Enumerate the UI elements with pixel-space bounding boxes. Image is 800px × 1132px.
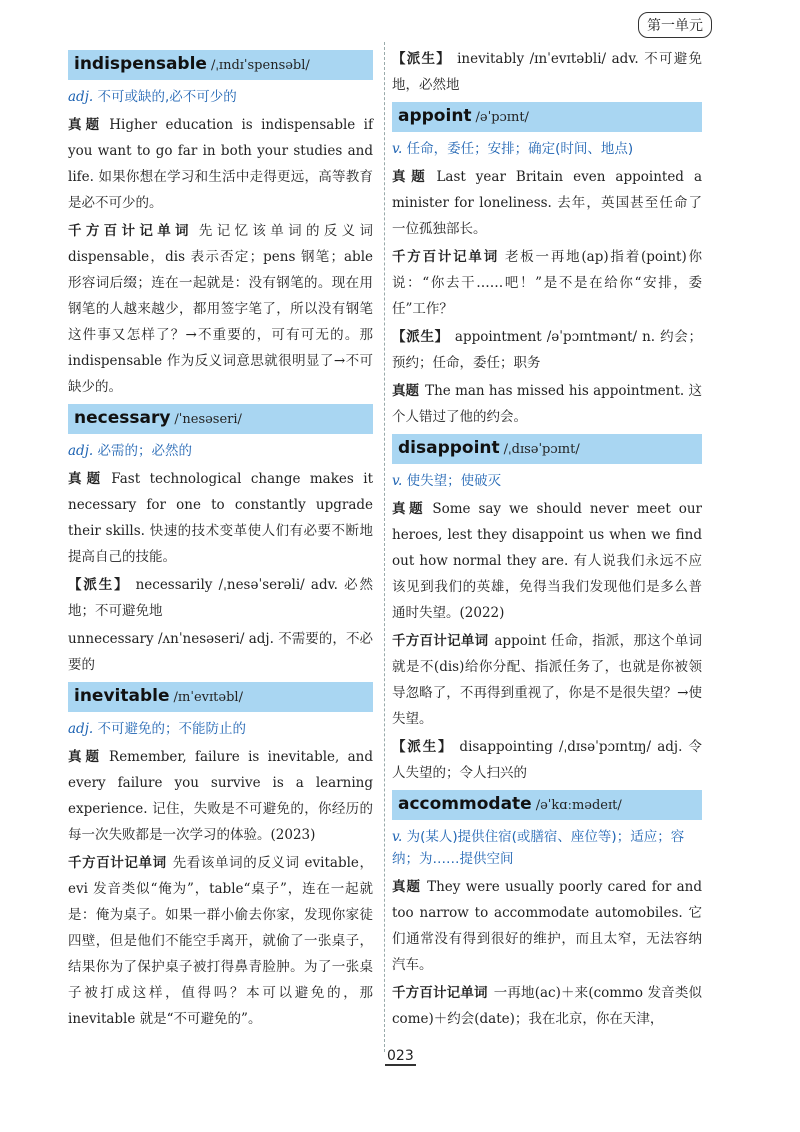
definition-line [68, 86, 373, 108]
entry-paragraph [392, 628, 702, 732]
headword-bar [68, 682, 373, 712]
definition: 必需的；必然的 [97, 443, 192, 459]
entry-paragraph [68, 850, 373, 1032]
paragraph-label: 千方百计记单词 [68, 223, 193, 239]
entry-paragraph [392, 324, 702, 376]
left-column [68, 46, 373, 1034]
part-of-speech: adj. [68, 721, 94, 737]
definition-line [68, 718, 373, 740]
paragraph-label: 真题 [68, 749, 104, 765]
entry-paragraph [392, 874, 702, 978]
definition-line [392, 138, 702, 160]
paragraph-text: They were usually poorly cared for and too narrow to accommodate automobiles. 它们通常没有得到很好的维护，而且太窄，无法容纳汽车。 [392, 879, 702, 973]
definition: 不可避免的；不能防止的 [97, 721, 246, 737]
paragraph-text: 老板一再地(ap)指着(point)你说：“你去干……吧！”是不是在给你“安排，委任”工作？ [392, 249, 702, 317]
paragraph-text: 一再地(ac)＋来(commo 发音类似 come)＋约会(date)；我在北京，你在天津， [392, 985, 702, 1027]
entry-paragraph [68, 572, 373, 624]
headword-bar [392, 790, 702, 820]
paragraph-text: appointment /əˈpɔɪntmənt/ n. 约会；预约；任命，委任；职务 [392, 329, 703, 371]
definition: 使失望；使破灭 [406, 473, 502, 489]
paragraph-label: 真题 [392, 383, 420, 399]
right-column [392, 46, 702, 1034]
entry-paragraph [392, 980, 702, 1032]
part-of-speech: v. [392, 141, 403, 157]
entry-paragraph [392, 244, 702, 322]
paragraph-label: 真题 [392, 501, 427, 517]
column-divider [384, 42, 386, 1052]
paragraph-label: 真题 [68, 117, 104, 133]
headword-bar [392, 434, 702, 464]
paragraph-text: Some say we should never meet our heroes, lest they disappoint us when we find out how normal they are. 有人说我们永远不应该见到我们的英雄，免得当我们发现他们是多么普通时失望。(2022) [392, 501, 703, 621]
phonetic: /əˈkɑːmədeɪt/ [535, 798, 622, 813]
part-of-speech: v. [392, 829, 403, 845]
paragraph-label: 真题 [392, 879, 422, 895]
paragraph-label: 【派生】 [392, 51, 452, 67]
headword: appoint [398, 106, 472, 126]
phonetic: /ˌɪndɪˈspensəbl/ [210, 58, 310, 73]
paragraph-label: 千方百计记单词 [392, 985, 488, 1001]
entry-paragraph [392, 496, 702, 626]
word-entry [68, 682, 373, 1032]
unit-tab: 第一单元 [638, 12, 712, 38]
phonetic: /əˈpɔɪnt/ [475, 110, 529, 125]
headword: inevitable [74, 686, 170, 706]
entry-paragraph [68, 744, 373, 848]
phonetic: /ɪnˈevɪtəbl/ [173, 690, 243, 705]
paragraph-text: 先记忆该单词的反义词 dispensable，dis 表示否定；pens 钢笔；able 形容词后缀；连在一起就是：没有钢笔的。现在用钢笔的人越来越少，都用签字笔了，所以没有钢笔这件事又怎样了？→不重要的，可有可无的。那 indispensable 作为反义词意思就很明显了→不可缺少的。 [68, 223, 373, 395]
definition-line [392, 470, 702, 492]
entry-paragraph [68, 626, 373, 678]
paragraph-text: disappointing /ˌdɪsəˈpɔɪntɪŋ/ adj. 令人失望的；令人扫兴的 [392, 739, 703, 781]
paragraph-label: 千方百计记单词 [392, 249, 499, 265]
paragraph-text: 先看该单词的反义词 evitable，evi 发音类似“俺为”，table“桌子”，连在一起就是：俺为桌子。如果一群小偷去你家，发现你家徒四壁，但是他们不能空手离开，就偷了一张桌子，结果你为了保护桌子被打得鼻青脸肿。为了一张桌子被打成这样，值得吗？本可以避免的，那 inevitable 就是“不可避免的”。 [68, 855, 373, 1027]
paragraph-text: appoint 任命，指派，那这个单词就是不(dis)给你分配、指派任务了，也就是你被领导忽略了，不再得到重视了，你是不是很失望？→使失望。 [392, 633, 702, 727]
paragraph-text: inevitably /ɪnˈevɪtəbli/ adv. 不可避免地，必然地 [392, 51, 702, 93]
headword: disappoint [398, 438, 500, 458]
entry-paragraph [68, 218, 373, 400]
paragraph-label: 千方百计记单词 [68, 855, 167, 871]
paragraph-text: Remember, failure is inevitable, and every failure you survive is a learning experience. 记住，失败是不可避免的，你经历的每一次失败都是一次学习的体验。(2023) [68, 749, 373, 843]
word-entry [392, 46, 702, 98]
paragraph-text: Higher education is indispensable if you want to go far in both your studies and life. 如果你想在学习和生活中走得更远，高等教育是必不可少的。 [68, 117, 373, 211]
definition: 为(某人)提供住宿(或膳宿、座位等)；适应；容纳；为……提供空间 [392, 829, 685, 867]
entry-paragraph [392, 164, 702, 242]
page-number: 023 [387, 1048, 414, 1064]
phonetic: /ˈnesəseri/ [174, 412, 242, 427]
paragraph-label: 【派生】 [68, 577, 130, 593]
paragraph-label: 【派生】 [392, 329, 449, 345]
entry-paragraph [392, 46, 702, 98]
headword: accommodate [398, 794, 532, 814]
word-entry [392, 790, 702, 1032]
definition: 不可或缺的,必不可少的 [97, 89, 237, 105]
headword-bar [68, 404, 373, 434]
paragraph-text: Last year Britain even appointed a minister for loneliness. 去年，英国甚至任命了一位孤独部长。 [392, 169, 703, 237]
paragraph-text: Fast technological change makes it necessary for one to constantly upgrade their skills. 快速的技术变革使人们有必要不断地提高自己的技能。 [68, 471, 373, 565]
part-of-speech: adj. [68, 89, 94, 105]
entry-paragraph [392, 734, 702, 786]
word-entry [392, 434, 702, 786]
definition-line [68, 440, 373, 462]
paragraph-label: 千方百计记单词 [392, 633, 489, 649]
definition: 任命，委任；安排；确定(时间、地点) [406, 141, 634, 157]
word-entry [392, 102, 702, 430]
word-entry [68, 50, 373, 400]
paragraph-label: 【派生】 [392, 739, 454, 755]
paragraph-label: 真题 [392, 169, 431, 185]
headword: necessary [74, 408, 171, 428]
part-of-speech: v. [392, 473, 403, 489]
entry-paragraph [68, 112, 373, 216]
paragraph-text: necessarily /ˌnesəˈserəli/ adv. 必然地；不可避免地 [68, 577, 373, 619]
headword: indispensable [74, 54, 207, 74]
headword-bar [68, 50, 373, 80]
part-of-speech: adj. [68, 443, 94, 459]
headword-bar [392, 102, 702, 132]
phonetic: /ˌdɪsəˈpɔɪnt/ [503, 442, 580, 457]
definition-line [392, 826, 702, 870]
word-entry [68, 404, 373, 678]
paragraph-text: unnecessary /ʌnˈnesəseri/ adj. 不需要的，不必要的 [68, 631, 373, 673]
entry-paragraph [68, 466, 373, 570]
paragraph-label: 真题 [68, 471, 106, 487]
entry-paragraph [392, 378, 702, 430]
paragraph-text: The man has missed his appointment. 这个人错过了他的约会。 [392, 383, 703, 425]
